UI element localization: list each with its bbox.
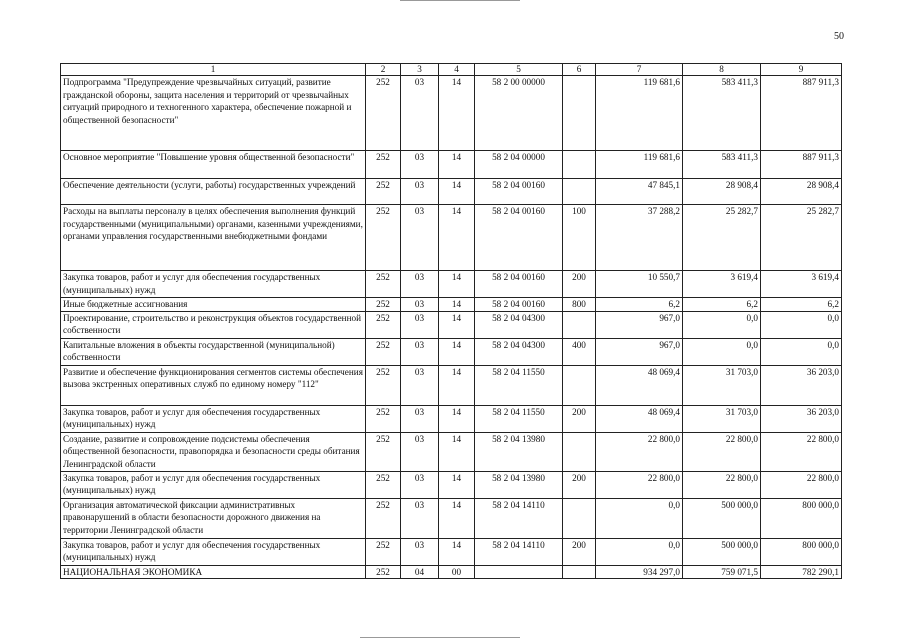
table-row bbox=[61, 498, 842, 538]
cell-ministry: 252 bbox=[366, 311, 401, 338]
table-header-row bbox=[61, 64, 842, 76]
header-cell: 5 bbox=[475, 64, 563, 76]
cell-expense-type: 400 bbox=[563, 338, 596, 365]
cell-section: 03 bbox=[401, 538, 439, 565]
cell-amount-3: 36 203,0 bbox=[761, 405, 842, 432]
cell-amount-1: 0,0 bbox=[596, 538, 683, 565]
cell-amount-1: 0,0 bbox=[596, 498, 683, 538]
table-row bbox=[61, 405, 842, 432]
cell-ministry: 252 bbox=[366, 365, 401, 405]
cell-amount-2: 22 800,0 bbox=[683, 471, 761, 498]
cell-amount-2: 25 282,7 bbox=[683, 205, 761, 271]
row-name: Подпрограмма "Предупреждение чрезвычайных ситуаций, развитие гражданской обороны, защита населения и территорий от чрезвычайных ситуаций природного и техногенного характера, обеспечение пожарной и общественной безопасности" bbox=[61, 76, 366, 151]
cell-target-code: 58 2 04 00160 bbox=[475, 205, 563, 271]
cell-expense-type bbox=[563, 311, 596, 338]
cell-target-code: 58 2 04 11550 bbox=[475, 365, 563, 405]
scan-artifact-top bbox=[400, 0, 520, 1]
cell-amount-3: 28 908,4 bbox=[761, 179, 842, 205]
header-cell: 2 bbox=[366, 64, 401, 76]
cell-ministry: 252 bbox=[366, 76, 401, 151]
cell-expense-type bbox=[563, 498, 596, 538]
row-name: Расходы на выплаты персоналу в целях обеспечения выполнения функций государственными (муниципальными) органами, казенными учреждениями, органами управления государственными внебюджетными фондами bbox=[61, 205, 366, 271]
scan-artifact-bottom bbox=[360, 637, 520, 638]
table-row bbox=[61, 179, 842, 205]
table-row bbox=[61, 76, 842, 151]
cell-section: 03 bbox=[401, 471, 439, 498]
cell-ministry: 252 bbox=[366, 205, 401, 271]
cell-amount-3: 22 800,0 bbox=[761, 471, 842, 498]
cell-amount-1: 47 845,1 bbox=[596, 179, 683, 205]
cell-amount-2: 759 071,5 bbox=[683, 565, 761, 579]
table-row bbox=[61, 271, 842, 298]
cell-expense-type bbox=[563, 151, 596, 179]
cell-section: 03 bbox=[401, 271, 439, 298]
cell-amount-1: 48 069,4 bbox=[596, 405, 683, 432]
header-cell: 4 bbox=[439, 64, 475, 76]
cell-subsection: 14 bbox=[439, 498, 475, 538]
header-cell: 7 bbox=[596, 64, 683, 76]
row-name: Закупка товаров, работ и услуг для обеспечения государственных (муниципальных) нужд bbox=[61, 271, 366, 298]
cell-section: 03 bbox=[401, 76, 439, 151]
cell-ministry: 252 bbox=[366, 565, 401, 579]
cell-expense-type: 200 bbox=[563, 271, 596, 298]
cell-expense-type: 800 bbox=[563, 298, 596, 312]
table-row bbox=[61, 338, 842, 365]
cell-amount-3: 800 000,0 bbox=[761, 538, 842, 565]
cell-section: 03 bbox=[401, 298, 439, 312]
cell-amount-1: 22 800,0 bbox=[596, 432, 683, 471]
cell-ministry: 252 bbox=[366, 538, 401, 565]
cell-ministry: 252 bbox=[366, 471, 401, 498]
cell-ministry: 252 bbox=[366, 405, 401, 432]
row-name: Организация автоматической фиксации административных правонарушений в области безопасности дорожного движения на территории Ленинградской области bbox=[61, 498, 366, 538]
cell-section: 03 bbox=[401, 338, 439, 365]
cell-ministry: 252 bbox=[366, 151, 401, 179]
cell-amount-1: 37 288,2 bbox=[596, 205, 683, 271]
cell-amount-2: 500 000,0 bbox=[683, 498, 761, 538]
cell-section: 03 bbox=[401, 205, 439, 271]
cell-target-code: 58 2 04 14110 bbox=[475, 498, 563, 538]
cell-subsection: 14 bbox=[439, 76, 475, 151]
table-row bbox=[61, 151, 842, 179]
cell-subsection: 00 bbox=[439, 565, 475, 579]
cell-amount-1: 22 800,0 bbox=[596, 471, 683, 498]
cell-expense-type: 100 bbox=[563, 205, 596, 271]
cell-amount-2: 0,0 bbox=[683, 338, 761, 365]
cell-amount-3: 36 203,0 bbox=[761, 365, 842, 405]
cell-amount-2: 22 800,0 bbox=[683, 432, 761, 471]
cell-expense-type bbox=[563, 365, 596, 405]
table-row bbox=[61, 205, 842, 271]
row-name: Закупка товаров, работ и услуг для обеспечения государственных (муниципальных) нужд bbox=[61, 471, 366, 498]
cell-amount-1: 48 069,4 bbox=[596, 365, 683, 405]
row-name: Развитие и обеспечение функционирования сегментов системы обеспечения вызова экстренных оперативных служб по единому номеру "112" bbox=[61, 365, 366, 405]
table-row bbox=[61, 471, 842, 498]
cell-amount-1: 934 297,0 bbox=[596, 565, 683, 579]
cell-amount-3: 6,2 bbox=[761, 298, 842, 312]
cell-ministry: 252 bbox=[366, 498, 401, 538]
row-name: Обеспечение деятельности (услуги, работы) государственных учреждений bbox=[61, 179, 366, 205]
row-name: Создание, развитие и сопровождение подсистемы обеспечения общественной безопасности, правопорядка и безопасности среды обитания Ленинградской области bbox=[61, 432, 366, 471]
cell-amount-2: 6,2 bbox=[683, 298, 761, 312]
cell-subsection: 14 bbox=[439, 298, 475, 312]
cell-target-code: 58 2 04 11550 bbox=[475, 405, 563, 432]
cell-section: 04 bbox=[401, 565, 439, 579]
cell-subsection: 14 bbox=[439, 271, 475, 298]
cell-target-code: 58 2 04 13980 bbox=[475, 471, 563, 498]
cell-amount-1: 967,0 bbox=[596, 338, 683, 365]
cell-amount-2: 3 619,4 bbox=[683, 271, 761, 298]
cell-subsection: 14 bbox=[439, 405, 475, 432]
cell-target-code: 58 2 04 04300 bbox=[475, 311, 563, 338]
cell-amount-3: 0,0 bbox=[761, 311, 842, 338]
cell-section: 03 bbox=[401, 432, 439, 471]
header-cell: 1 bbox=[61, 64, 366, 76]
cell-target-code: 58 2 04 00000 bbox=[475, 151, 563, 179]
cell-section: 03 bbox=[401, 311, 439, 338]
cell-target-code: 58 2 04 00160 bbox=[475, 179, 563, 205]
cell-section: 03 bbox=[401, 405, 439, 432]
cell-target-code: 58 2 04 13980 bbox=[475, 432, 563, 471]
table-row bbox=[61, 298, 842, 312]
cell-ministry: 252 bbox=[366, 179, 401, 205]
cell-amount-2: 583 411,3 bbox=[683, 151, 761, 179]
row-name: Капитальные вложения в объекты государственной (муниципальной) собственности bbox=[61, 338, 366, 365]
cell-subsection: 14 bbox=[439, 365, 475, 405]
cell-amount-3: 25 282,7 bbox=[761, 205, 842, 271]
cell-expense-type bbox=[563, 76, 596, 151]
cell-section: 03 bbox=[401, 498, 439, 538]
row-name: Закупка товаров, работ и услуг для обеспечения государственных (муниципальных) нужд bbox=[61, 538, 366, 565]
cell-amount-2: 31 703,0 bbox=[683, 365, 761, 405]
cell-amount-2: 500 000,0 bbox=[683, 538, 761, 565]
row-name: Иные бюджетные ассигнования bbox=[61, 298, 366, 312]
cell-ministry: 252 bbox=[366, 298, 401, 312]
cell-amount-2: 583 411,3 bbox=[683, 76, 761, 151]
cell-amount-1: 119 681,6 bbox=[596, 76, 683, 151]
cell-ministry: 252 bbox=[366, 338, 401, 365]
table-row bbox=[61, 365, 842, 405]
cell-section: 03 bbox=[401, 151, 439, 179]
cell-target-code: 58 2 04 00160 bbox=[475, 271, 563, 298]
cell-subsection: 14 bbox=[439, 471, 475, 498]
cell-subsection: 14 bbox=[439, 311, 475, 338]
budget-table bbox=[60, 63, 842, 579]
cell-subsection: 14 bbox=[439, 151, 475, 179]
cell-amount-3: 0,0 bbox=[761, 338, 842, 365]
cell-expense-type bbox=[563, 179, 596, 205]
cell-subsection: 14 bbox=[439, 538, 475, 565]
cell-target-code: 58 2 04 14110 bbox=[475, 538, 563, 565]
cell-target-code: 58 2 04 04300 bbox=[475, 338, 563, 365]
cell-subsection: 14 bbox=[439, 338, 475, 365]
cell-section: 03 bbox=[401, 179, 439, 205]
cell-amount-2: 0,0 bbox=[683, 311, 761, 338]
cell-amount-3: 3 619,4 bbox=[761, 271, 842, 298]
cell-amount-1: 10 550,7 bbox=[596, 271, 683, 298]
cell-ministry: 252 bbox=[366, 432, 401, 471]
row-name: Закупка товаров, работ и услуг для обеспечения государственных (муниципальных) нужд bbox=[61, 405, 366, 432]
row-name: НАЦИОНАЛЬНАЯ ЭКОНОМИКА bbox=[61, 565, 366, 579]
header-cell: 9 bbox=[761, 64, 842, 76]
table-row bbox=[61, 565, 842, 579]
table-row bbox=[61, 538, 842, 565]
row-name: Основное мероприятие "Повышение уровня общественной безопасности" bbox=[61, 151, 366, 179]
header-cell: 3 bbox=[401, 64, 439, 76]
cell-amount-3: 782 290,1 bbox=[761, 565, 842, 579]
cell-expense-type: 200 bbox=[563, 538, 596, 565]
cell-amount-3: 800 000,0 bbox=[761, 498, 842, 538]
cell-target-code: 58 2 00 00000 bbox=[475, 76, 563, 151]
cell-subsection: 14 bbox=[439, 179, 475, 205]
cell-expense-type: 200 bbox=[563, 405, 596, 432]
cell-target-code: 58 2 04 00160 bbox=[475, 298, 563, 312]
cell-amount-3: 22 800,0 bbox=[761, 432, 842, 471]
cell-amount-3: 887 911,3 bbox=[761, 151, 842, 179]
cell-amount-2: 31 703,0 bbox=[683, 405, 761, 432]
cell-subsection: 14 bbox=[439, 205, 475, 271]
cell-amount-1: 6,2 bbox=[596, 298, 683, 312]
cell-expense-type bbox=[563, 432, 596, 471]
cell-expense-type: 200 bbox=[563, 471, 596, 498]
row-name: Проектирование, строительство и реконструкция объектов государственной собственности bbox=[61, 311, 366, 338]
cell-section: 03 bbox=[401, 365, 439, 405]
table-row bbox=[61, 432, 842, 471]
page-number: 50 bbox=[834, 31, 844, 42]
cell-subsection: 14 bbox=[439, 432, 475, 471]
cell-amount-3: 887 911,3 bbox=[761, 76, 842, 151]
cell-amount-1: 119 681,6 bbox=[596, 151, 683, 179]
cell-amount-2: 28 908,4 bbox=[683, 179, 761, 205]
header-cell: 6 bbox=[563, 64, 596, 76]
header-cell: 8 bbox=[683, 64, 761, 76]
cell-expense-type bbox=[563, 565, 596, 579]
table-row bbox=[61, 311, 842, 338]
cell-amount-1: 967,0 bbox=[596, 311, 683, 338]
cell-target-code bbox=[475, 565, 563, 579]
cell-ministry: 252 bbox=[366, 271, 401, 298]
